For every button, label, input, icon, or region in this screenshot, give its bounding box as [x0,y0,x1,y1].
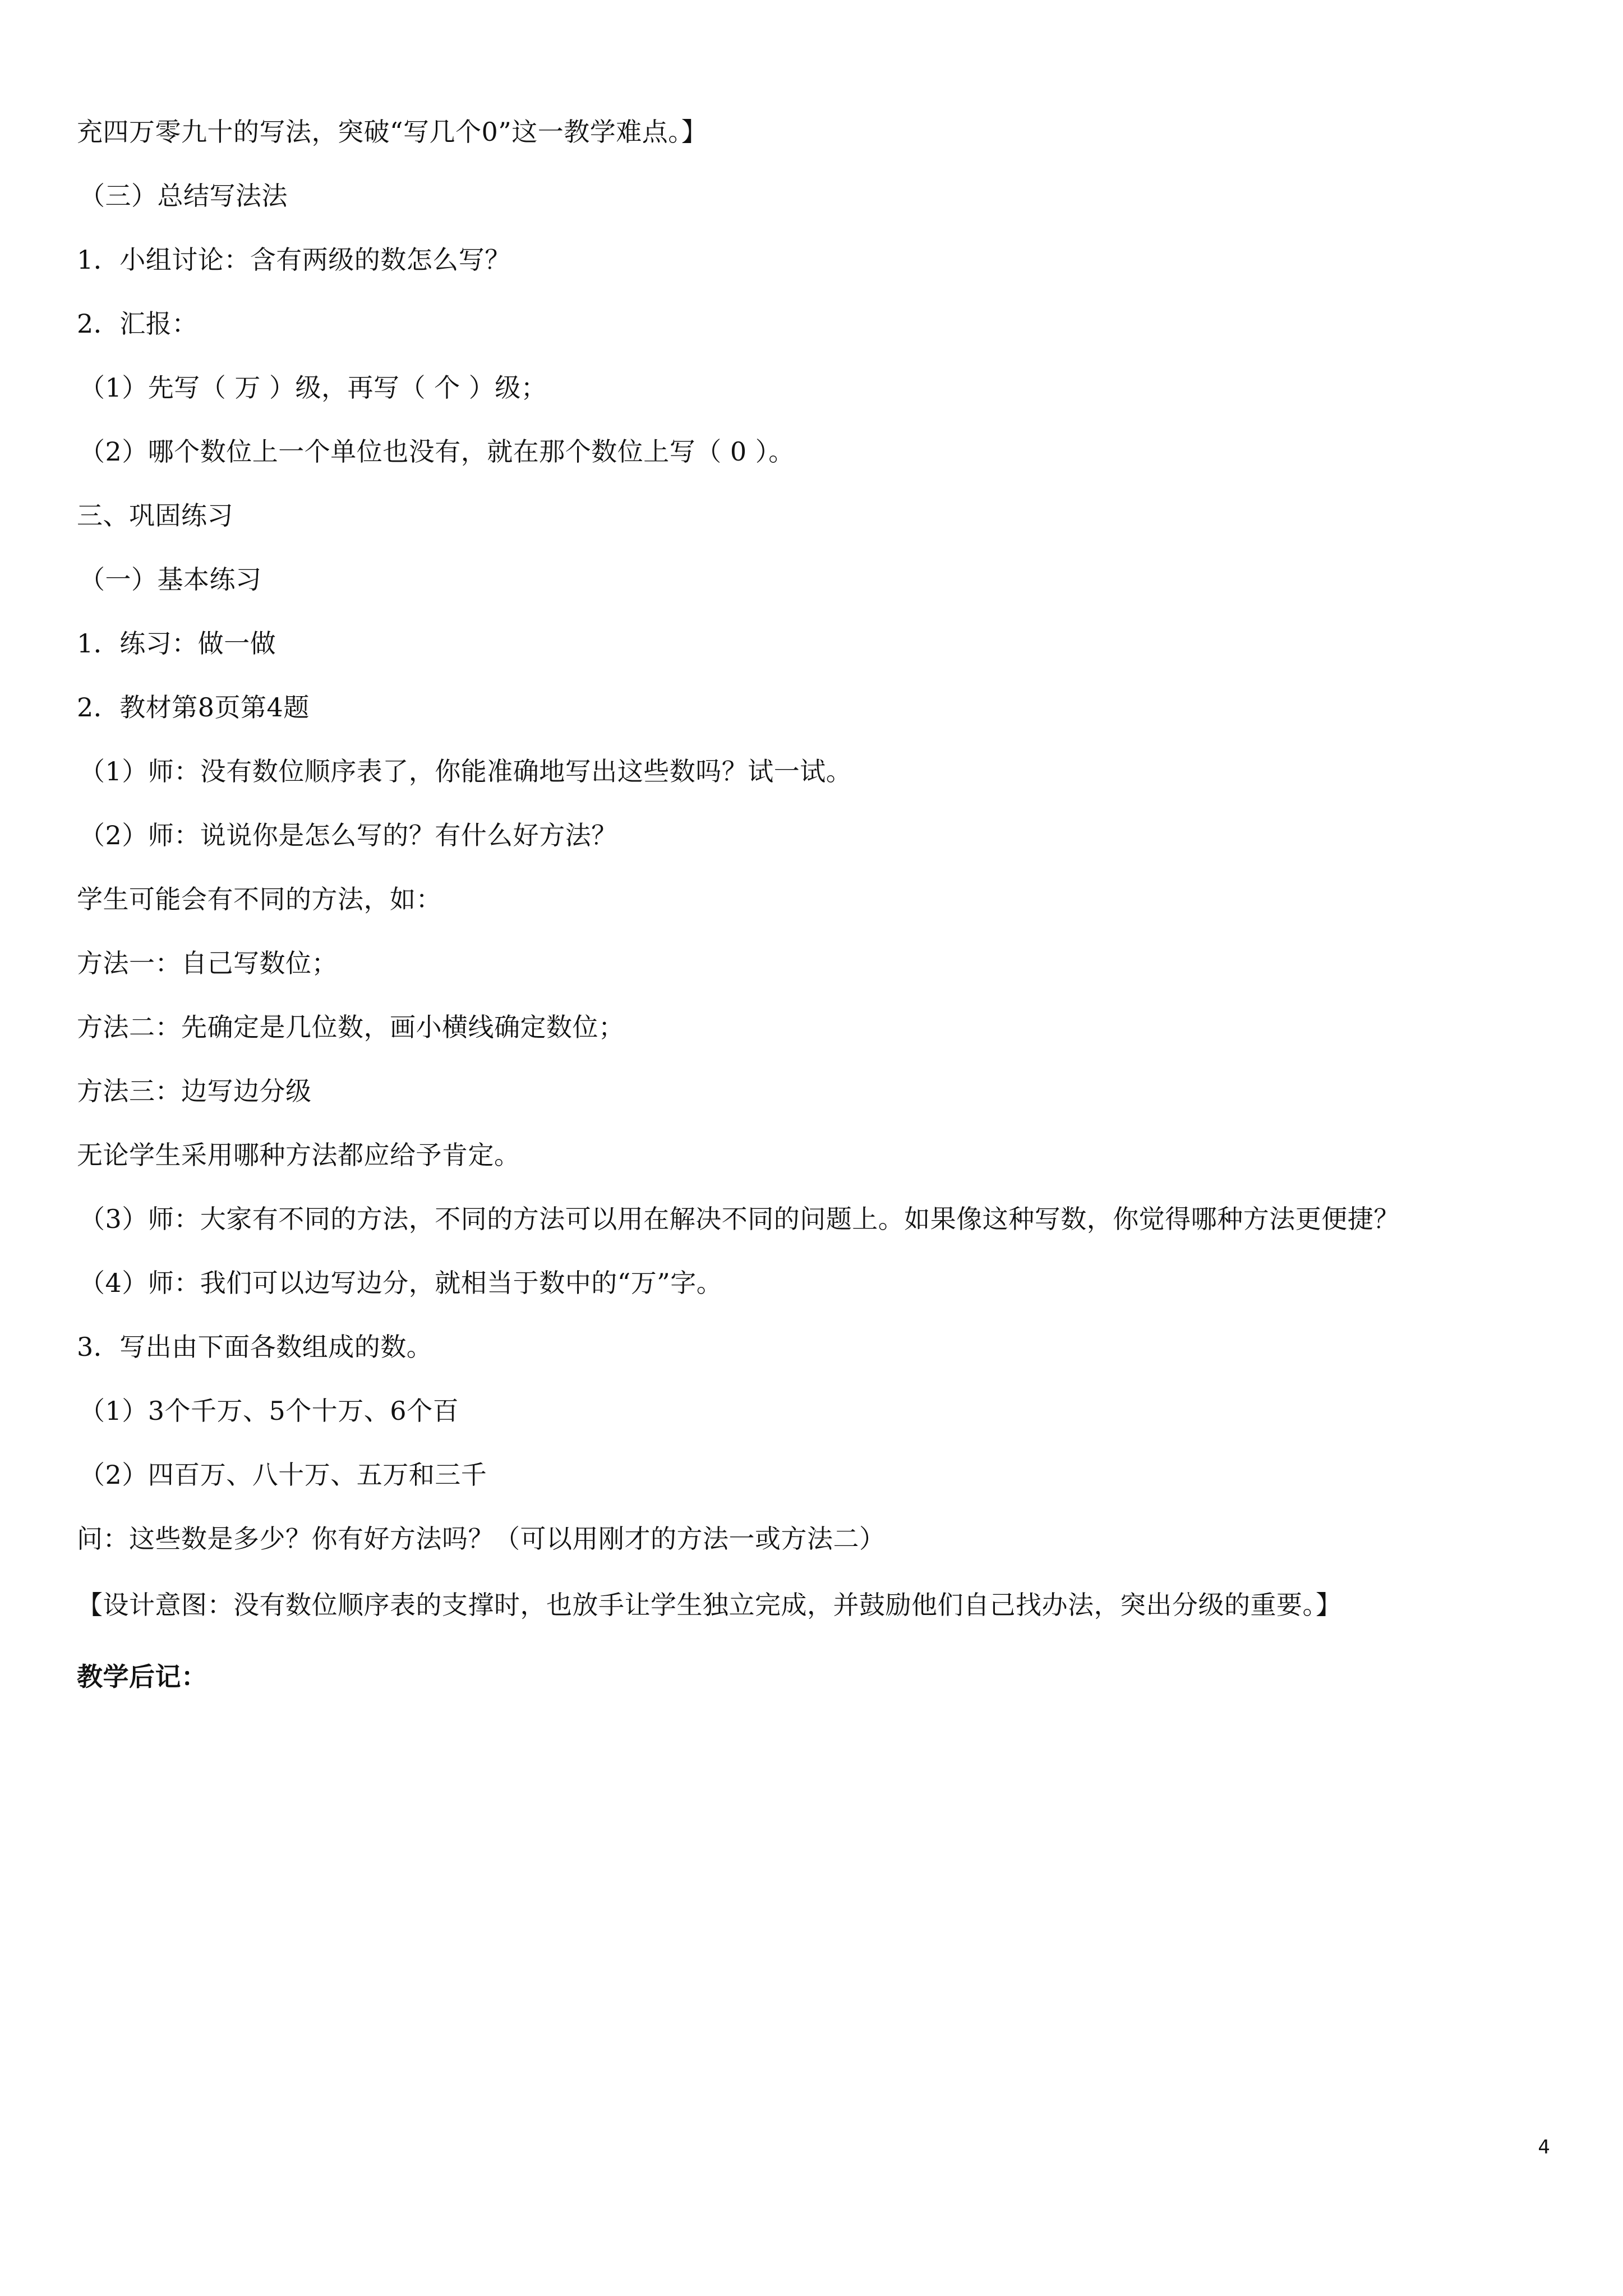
text-line-rule-2: （2）哪个数位上一个单位也没有，就在那个数位上写（ 0 ）。 [79,436,795,467]
text-line-method-3: 方法三：边写边分级 [77,1076,312,1106]
text-line-exercise-3-item-2: （2）四百万、八十万、五万和三千 [79,1460,487,1490]
subsection-heading-basic-practice: （一）基本练习 [79,564,262,595]
text-line-group-discussion: 1．小组讨论：含有两级的数怎么写？ [77,245,511,275]
document-body [77,100,1546,1709]
text-line-continuation: 充四万零九十的写法，突破“写几个0”这一教学难点。】 [77,117,708,147]
text-line-method-2: 方法二：先确定是几位数，画小横线确定数位； [77,1012,625,1042]
text-line-teacher-2: （2）师：说说你是怎么写的？有什么好方法？ [79,820,617,850]
text-line-exercise-2: 2．教材第8页第4题 [77,692,310,723]
section-heading-practice: 三、巩固练习 [77,500,233,531]
text-line-exercise-3: 3．写出由下面各数组成的数。 [77,1332,433,1362]
text-line-teacher-4: （4）师：我们可以边写边分，就相当于数中的“万”字。 [79,1268,723,1298]
text-line-teacher-1: （1）师：没有数位顺序表了，你能准确地写出这些数吗？试一试。 [79,756,852,786]
text-line-design-intent: 【设计意图：没有数位顺序表的支撑时，也放手让学生独立完成，并鼓励他们自己找办法，突出分级的重要。】 [77,1590,1342,1620]
page-number: 4 [1538,2136,1550,2159]
text-line-student-methods: 学生可能会有不同的方法，如： [77,884,442,914]
text-line-method-1: 方法一：自己写数位； [77,948,338,978]
text-line-teacher-3: （3）师：大家有不同的方法，不同的方法可以用在解决不同的问题上。如果像这种写数，你觉得哪种方法更便捷？ [79,1204,1400,1234]
text-line-question: 问：这些数是多少？你有好方法吗？（可以用刚才的方法一或方法二） [77,1524,886,1554]
text-line-exercise-3-item-1: （1）3个千万、5个十万、6个百 [79,1396,459,1426]
text-line-affirm: 无论学生采用哪种方法都应给予肯定。 [77,1140,520,1170]
section-heading-summary: （三）总结写法法 [79,181,288,211]
text-line-rule-1: （1）先写（ 万 ）级，再写（ 个 ）级； [79,372,547,403]
text-line-report: 2．汇报： [77,309,198,339]
text-line-exercise-1: 1．练习：做一做 [77,628,276,659]
postscript-heading: 教学后记： [77,1662,208,1692]
